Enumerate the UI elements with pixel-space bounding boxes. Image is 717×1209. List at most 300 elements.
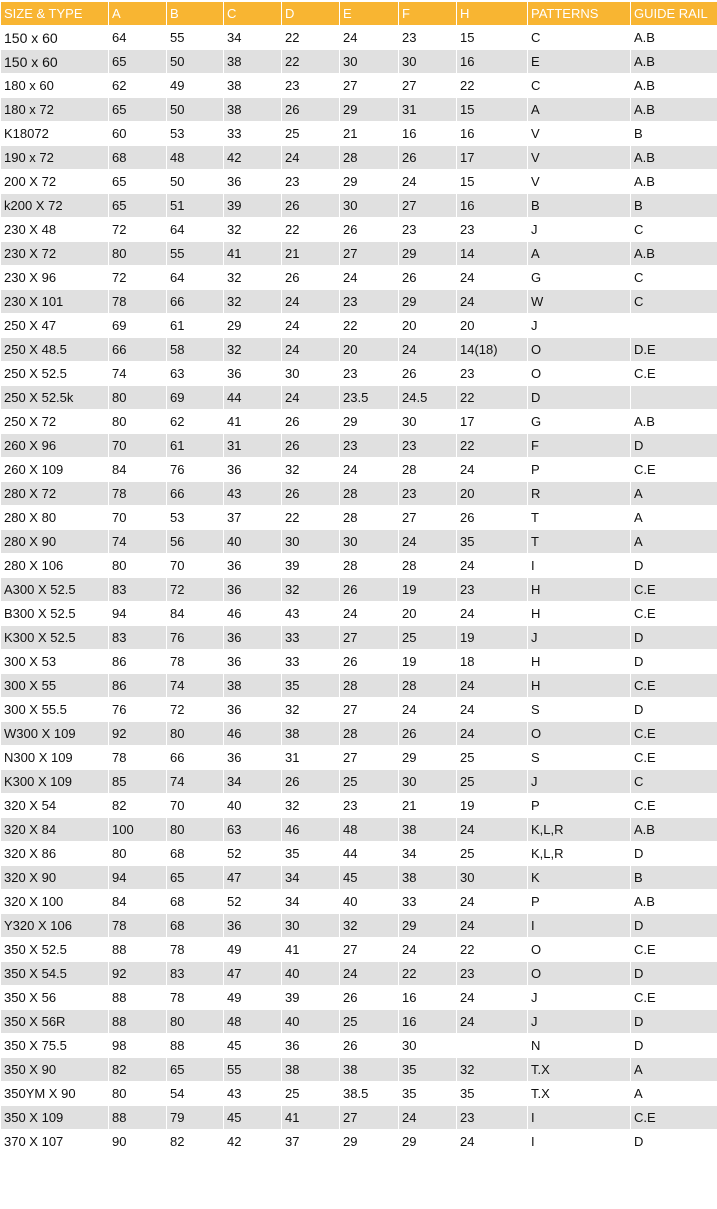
- cell-size-type: 280 X 80: [1, 506, 109, 530]
- cell-h: 23: [457, 578, 528, 602]
- cell-b: 78: [167, 650, 224, 674]
- cell-f: 24: [399, 938, 457, 962]
- table-row: [1, 602, 717, 626]
- cell-a: 85: [109, 770, 167, 794]
- column-header-f: F: [399, 2, 457, 26]
- cell-h: 24: [457, 722, 528, 746]
- cell-patterns: O: [528, 938, 631, 962]
- cell-c: 38: [224, 74, 282, 98]
- cell-h: [457, 1034, 528, 1058]
- cell-b: 74: [167, 770, 224, 794]
- cell-d: 32: [282, 458, 340, 482]
- cell-f: 24: [399, 530, 457, 554]
- cell-guide-rail: D: [631, 554, 717, 578]
- cell-patterns: J: [528, 218, 631, 242]
- cell-c: 45: [224, 1106, 282, 1130]
- cell-d: 41: [282, 1106, 340, 1130]
- cell-a: 86: [109, 674, 167, 698]
- cell-h: 24: [457, 914, 528, 938]
- cell-h: 24: [457, 698, 528, 722]
- cell-b: 50: [167, 50, 224, 74]
- cell-size-type: 150 x 60: [1, 26, 109, 50]
- cell-patterns: I: [528, 554, 631, 578]
- cell-a: 86: [109, 650, 167, 674]
- cell-a: 88: [109, 938, 167, 962]
- cell-guide-rail: C.E: [631, 362, 717, 386]
- cell-h: 16: [457, 122, 528, 146]
- cell-guide-rail: A: [631, 506, 717, 530]
- cell-patterns: O: [528, 962, 631, 986]
- cell-f: 29: [399, 290, 457, 314]
- cell-h: 15: [457, 170, 528, 194]
- cell-patterns: H: [528, 602, 631, 626]
- cell-guide-rail: A.B: [631, 50, 717, 74]
- table-row: [1, 914, 717, 938]
- cell-b: 55: [167, 242, 224, 266]
- cell-size-type: K300 X 109: [1, 770, 109, 794]
- cell-f: 25: [399, 626, 457, 650]
- cell-e: 24: [340, 458, 399, 482]
- cell-e: 30: [340, 530, 399, 554]
- cell-b: 68: [167, 914, 224, 938]
- column-header-e: E: [340, 2, 399, 26]
- cell-d: 22: [282, 26, 340, 50]
- cell-b: 58: [167, 338, 224, 362]
- cell-d: 34: [282, 866, 340, 890]
- cell-a: 80: [109, 842, 167, 866]
- cell-c: 38: [224, 674, 282, 698]
- table-row: [1, 1106, 717, 1130]
- cell-b: 55: [167, 26, 224, 50]
- cell-size-type: 350 X 52.5: [1, 938, 109, 962]
- cell-c: 63: [224, 818, 282, 842]
- cell-b: 72: [167, 698, 224, 722]
- cell-size-type: K18072: [1, 122, 109, 146]
- table-row: [1, 146, 717, 170]
- cell-size-type: 280 X 106: [1, 554, 109, 578]
- cell-b: 65: [167, 1058, 224, 1082]
- cell-guide-rail: C.E: [631, 1106, 717, 1130]
- cell-e: 23: [340, 434, 399, 458]
- cell-guide-rail: D: [631, 650, 717, 674]
- cell-size-type: 300 X 53: [1, 650, 109, 674]
- cell-c: 36: [224, 578, 282, 602]
- cell-size-type: 180 x 72: [1, 98, 109, 122]
- table-row: [1, 530, 717, 554]
- cell-f: 20: [399, 314, 457, 338]
- cell-a: 65: [109, 194, 167, 218]
- cell-c: 32: [224, 218, 282, 242]
- cell-h: 24: [457, 818, 528, 842]
- cell-a: 70: [109, 434, 167, 458]
- cell-d: 35: [282, 842, 340, 866]
- cell-e: 26: [340, 650, 399, 674]
- cell-guide-rail: A.B: [631, 818, 717, 842]
- column-header-a: A: [109, 2, 167, 26]
- cell-b: 82: [167, 1130, 224, 1154]
- table-row: [1, 266, 717, 290]
- cell-f: 26: [399, 146, 457, 170]
- cell-d: 24: [282, 314, 340, 338]
- cell-f: 29: [399, 914, 457, 938]
- cell-b: 76: [167, 458, 224, 482]
- cell-e: 45: [340, 866, 399, 890]
- cell-patterns: C: [528, 74, 631, 98]
- cell-e: 26: [340, 986, 399, 1010]
- cell-b: 76: [167, 626, 224, 650]
- cell-d: 43: [282, 602, 340, 626]
- cell-guide-rail: A: [631, 1082, 717, 1106]
- cell-h: 24: [457, 890, 528, 914]
- table-row: [1, 818, 717, 842]
- cell-e: 24: [340, 266, 399, 290]
- cell-a: 83: [109, 626, 167, 650]
- cell-size-type: 350 X 109: [1, 1106, 109, 1130]
- cell-d: 26: [282, 266, 340, 290]
- table-row: [1, 890, 717, 914]
- cell-b: 69: [167, 386, 224, 410]
- cell-c: 39: [224, 194, 282, 218]
- cell-patterns: T.X: [528, 1058, 631, 1082]
- cell-e: 27: [340, 746, 399, 770]
- cell-e: 25: [340, 1010, 399, 1034]
- cell-patterns: T: [528, 530, 631, 554]
- cell-b: 53: [167, 122, 224, 146]
- cell-h: 19: [457, 794, 528, 818]
- cell-a: 74: [109, 530, 167, 554]
- cell-f: 34: [399, 842, 457, 866]
- cell-c: 41: [224, 410, 282, 434]
- cell-f: 28: [399, 554, 457, 578]
- cell-d: 32: [282, 698, 340, 722]
- cell-guide-rail: D: [631, 1130, 717, 1154]
- cell-guide-rail: C.E: [631, 602, 717, 626]
- cell-c: 52: [224, 842, 282, 866]
- cell-c: 32: [224, 266, 282, 290]
- cell-f: 24: [399, 338, 457, 362]
- cell-f: 35: [399, 1082, 457, 1106]
- cell-f: 29: [399, 746, 457, 770]
- cell-patterns: B: [528, 194, 631, 218]
- cell-h: 18: [457, 650, 528, 674]
- cell-guide-rail: C: [631, 770, 717, 794]
- cell-h: 25: [457, 770, 528, 794]
- cell-h: 22: [457, 386, 528, 410]
- cell-b: 56: [167, 530, 224, 554]
- cell-c: 43: [224, 482, 282, 506]
- cell-b: 79: [167, 1106, 224, 1130]
- cell-size-type: 300 X 55: [1, 674, 109, 698]
- cell-e: 23.5: [340, 386, 399, 410]
- table-row: [1, 842, 717, 866]
- cell-e: 38: [340, 1058, 399, 1082]
- cell-h: 22: [457, 74, 528, 98]
- cell-guide-rail: D: [631, 914, 717, 938]
- cell-patterns: S: [528, 698, 631, 722]
- cell-f: 30: [399, 410, 457, 434]
- cell-size-type: 350 X 75.5: [1, 1034, 109, 1058]
- cell-b: 62: [167, 410, 224, 434]
- cell-guide-rail: D: [631, 1010, 717, 1034]
- cell-e: 21: [340, 122, 399, 146]
- cell-f: 23: [399, 482, 457, 506]
- cell-d: 41: [282, 938, 340, 962]
- cell-a: 82: [109, 794, 167, 818]
- cell-patterns: P: [528, 794, 631, 818]
- cell-patterns: T: [528, 506, 631, 530]
- cell-c: 46: [224, 722, 282, 746]
- cell-a: 78: [109, 482, 167, 506]
- cell-size-type: 350YM X 90: [1, 1082, 109, 1106]
- cell-a: 80: [109, 554, 167, 578]
- cell-f: 30: [399, 1034, 457, 1058]
- cell-patterns: H: [528, 674, 631, 698]
- cell-c: 43: [224, 1082, 282, 1106]
- cell-c: 42: [224, 1130, 282, 1154]
- cell-size-type: 320 X 90: [1, 866, 109, 890]
- cell-b: 83: [167, 962, 224, 986]
- table-row: [1, 410, 717, 434]
- cell-e: 26: [340, 218, 399, 242]
- cell-c: 55: [224, 1058, 282, 1082]
- cell-guide-rail: A: [631, 1058, 717, 1082]
- cell-b: 66: [167, 482, 224, 506]
- cell-h: 20: [457, 482, 528, 506]
- cell-a: 74: [109, 362, 167, 386]
- cell-b: 49: [167, 74, 224, 98]
- cell-a: 72: [109, 266, 167, 290]
- cell-c: 46: [224, 602, 282, 626]
- table-row: [1, 1058, 717, 1082]
- cell-h: 24: [457, 986, 528, 1010]
- cell-size-type: 250 X 48.5: [1, 338, 109, 362]
- cell-size-type: 280 X 90: [1, 530, 109, 554]
- cell-patterns: V: [528, 170, 631, 194]
- cell-d: 22: [282, 506, 340, 530]
- table-row: [1, 242, 717, 266]
- cell-size-type: W300 X 109: [1, 722, 109, 746]
- cell-h: 35: [457, 1082, 528, 1106]
- cell-patterns: I: [528, 1130, 631, 1154]
- cell-d: 38: [282, 722, 340, 746]
- cell-patterns: V: [528, 122, 631, 146]
- cell-size-type: 200 X 72: [1, 170, 109, 194]
- cell-b: 72: [167, 578, 224, 602]
- cell-f: 27: [399, 506, 457, 530]
- cell-guide-rail: [631, 314, 717, 338]
- column-header-size-type: SIZE & TYPE: [1, 2, 109, 26]
- cell-patterns: E: [528, 50, 631, 74]
- cell-d: 30: [282, 530, 340, 554]
- cell-e: 27: [340, 626, 399, 650]
- cell-a: 84: [109, 890, 167, 914]
- cell-f: 28: [399, 458, 457, 482]
- cell-guide-rail: A.B: [631, 242, 717, 266]
- cell-f: 21: [399, 794, 457, 818]
- cell-b: 50: [167, 170, 224, 194]
- table-row: [1, 986, 717, 1010]
- cell-size-type: 150 x 60: [1, 50, 109, 74]
- table-row: [1, 362, 717, 386]
- cell-d: 22: [282, 218, 340, 242]
- tire-spec-table: [0, 2, 717, 1154]
- cell-h: 17: [457, 410, 528, 434]
- cell-d: 34: [282, 890, 340, 914]
- cell-a: 92: [109, 962, 167, 986]
- cell-size-type: 320 X 84: [1, 818, 109, 842]
- cell-c: 47: [224, 866, 282, 890]
- cell-a: 62: [109, 74, 167, 98]
- cell-f: 27: [399, 74, 457, 98]
- cell-h: 24: [457, 554, 528, 578]
- cell-e: 38.5: [340, 1082, 399, 1106]
- cell-size-type: 250 X 52.5k: [1, 386, 109, 410]
- cell-b: 50: [167, 98, 224, 122]
- cell-f: 29: [399, 1130, 457, 1154]
- cell-f: 28: [399, 674, 457, 698]
- cell-guide-rail: C.E: [631, 722, 717, 746]
- cell-e: 24: [340, 962, 399, 986]
- table-row: [1, 554, 717, 578]
- cell-b: 64: [167, 218, 224, 242]
- cell-h: 24: [457, 674, 528, 698]
- cell-e: 28: [340, 554, 399, 578]
- cell-patterns: P: [528, 458, 631, 482]
- cell-b: 70: [167, 794, 224, 818]
- cell-patterns: I: [528, 914, 631, 938]
- cell-guide-rail: C.E: [631, 986, 717, 1010]
- cell-b: 65: [167, 866, 224, 890]
- cell-guide-rail: C.E: [631, 746, 717, 770]
- cell-c: 49: [224, 938, 282, 962]
- cell-f: 38: [399, 818, 457, 842]
- cell-guide-rail: C.E: [631, 674, 717, 698]
- cell-h: 25: [457, 842, 528, 866]
- cell-patterns: O: [528, 362, 631, 386]
- cell-size-type: 260 X 109: [1, 458, 109, 482]
- cell-h: 24: [457, 1010, 528, 1034]
- cell-e: 25: [340, 770, 399, 794]
- cell-d: 26: [282, 98, 340, 122]
- cell-size-type: 230 X 101: [1, 290, 109, 314]
- cell-patterns: A: [528, 242, 631, 266]
- table-row: [1, 1010, 717, 1034]
- cell-patterns: G: [528, 266, 631, 290]
- table-row: [1, 50, 717, 74]
- cell-patterns: P: [528, 890, 631, 914]
- cell-c: 34: [224, 770, 282, 794]
- cell-b: 68: [167, 842, 224, 866]
- table-row: [1, 434, 717, 458]
- cell-size-type: A300 X 52.5: [1, 578, 109, 602]
- cell-c: 34: [224, 26, 282, 50]
- cell-e: 29: [340, 1130, 399, 1154]
- cell-size-type: B300 X 52.5: [1, 602, 109, 626]
- cell-e: 29: [340, 98, 399, 122]
- cell-b: 61: [167, 314, 224, 338]
- cell-d: 22: [282, 50, 340, 74]
- cell-f: 20: [399, 602, 457, 626]
- cell-d: 24: [282, 290, 340, 314]
- cell-size-type: 370 X 107: [1, 1130, 109, 1154]
- cell-size-type: 300 X 55.5: [1, 698, 109, 722]
- cell-d: 23: [282, 170, 340, 194]
- cell-size-type: 320 X 86: [1, 842, 109, 866]
- cell-f: 24: [399, 1106, 457, 1130]
- table-row: [1, 482, 717, 506]
- cell-size-type: 320 X 100: [1, 890, 109, 914]
- cell-e: 29: [340, 410, 399, 434]
- table-row: [1, 26, 717, 50]
- cell-size-type: N300 X 109: [1, 746, 109, 770]
- cell-e: 32: [340, 914, 399, 938]
- cell-a: 88: [109, 986, 167, 1010]
- cell-c: 52: [224, 890, 282, 914]
- cell-size-type: 230 X 72: [1, 242, 109, 266]
- cell-e: 24: [340, 26, 399, 50]
- column-header-b: B: [167, 2, 224, 26]
- cell-d: 46: [282, 818, 340, 842]
- cell-patterns: J: [528, 626, 631, 650]
- cell-f: 30: [399, 50, 457, 74]
- cell-patterns: O: [528, 338, 631, 362]
- cell-f: 19: [399, 650, 457, 674]
- cell-c: 36: [224, 746, 282, 770]
- cell-h: 14: [457, 242, 528, 266]
- cell-f: 16: [399, 986, 457, 1010]
- cell-guide-rail: A.B: [631, 170, 717, 194]
- cell-d: 23: [282, 74, 340, 98]
- cell-d: 40: [282, 1010, 340, 1034]
- cell-guide-rail: D: [631, 698, 717, 722]
- cell-e: 23: [340, 290, 399, 314]
- cell-a: 70: [109, 506, 167, 530]
- cell-size-type: 230 X 96: [1, 266, 109, 290]
- cell-h: 23: [457, 1106, 528, 1130]
- cell-a: 94: [109, 866, 167, 890]
- cell-b: 78: [167, 986, 224, 1010]
- cell-e: 20: [340, 338, 399, 362]
- cell-d: 30: [282, 362, 340, 386]
- table-row: [1, 218, 717, 242]
- cell-guide-rail: [631, 386, 717, 410]
- cell-e: 26: [340, 578, 399, 602]
- cell-d: 40: [282, 962, 340, 986]
- cell-size-type: 350 X 90: [1, 1058, 109, 1082]
- cell-guide-rail: D: [631, 1034, 717, 1058]
- column-header-c: C: [224, 2, 282, 26]
- cell-f: 23: [399, 218, 457, 242]
- cell-c: 36: [224, 362, 282, 386]
- cell-d: 31: [282, 746, 340, 770]
- column-header-d: D: [282, 2, 340, 26]
- cell-h: 15: [457, 26, 528, 50]
- column-header-h: H: [457, 2, 528, 26]
- table-row: [1, 650, 717, 674]
- cell-e: 27: [340, 74, 399, 98]
- cell-e: 28: [340, 506, 399, 530]
- cell-b: 53: [167, 506, 224, 530]
- cell-a: 66: [109, 338, 167, 362]
- cell-e: 40: [340, 890, 399, 914]
- cell-h: 20: [457, 314, 528, 338]
- cell-a: 100: [109, 818, 167, 842]
- cell-d: 39: [282, 986, 340, 1010]
- cell-guide-rail: C: [631, 290, 717, 314]
- cell-patterns: R: [528, 482, 631, 506]
- cell-h: 24: [457, 290, 528, 314]
- table-row: [1, 290, 717, 314]
